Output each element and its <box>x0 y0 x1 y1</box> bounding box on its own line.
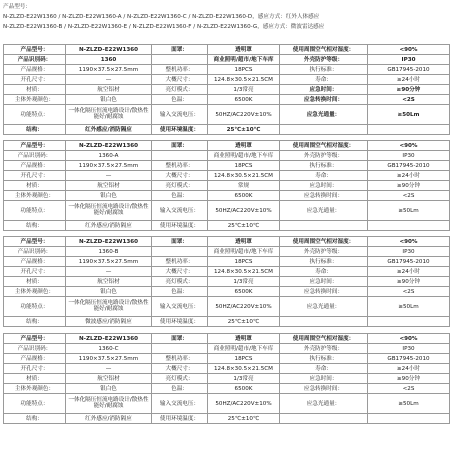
row-structure <box>4 414 450 424</box>
spec-table-1 <box>3 44 450 135</box>
value-life: ≥24小时 <box>368 267 450 277</box>
label: 结构： <box>4 317 66 327</box>
row-spec <box>4 65 450 75</box>
value-feature: 一体化隔压恒流电路设计/散热性能好/耐腐蚀 <box>66 201 152 221</box>
value-switch-time: <2S <box>368 95 450 105</box>
value-standard: GB17945-2010 <box>368 161 450 171</box>
value-input-voltage: 50HZ/AC220V±10% <box>208 201 280 221</box>
value-emergency-lumen: ≥50Lm <box>368 105 450 125</box>
row-model <box>4 141 450 151</box>
value-ip: IP30 <box>368 344 450 354</box>
label: 功能特点： <box>4 105 66 125</box>
spec-table-3 <box>3 236 450 327</box>
value-structure: 红外感应/消防隔应 <box>66 221 152 231</box>
value-ident: 1360-C <box>66 344 152 354</box>
label: 寿命： <box>280 75 368 85</box>
label: 应急转换时间： <box>280 384 368 394</box>
value-ip: IP30 <box>368 247 450 257</box>
value-structure: 红外感应/消防隔应 <box>66 414 152 424</box>
label: 输入交流电压： <box>152 105 208 125</box>
value-material: 航空铝材 <box>66 85 152 95</box>
row-model <box>4 237 450 247</box>
value <box>368 125 450 135</box>
label: 材质： <box>4 277 66 287</box>
row-spec <box>4 354 450 364</box>
value-standard: GB17945-2010 <box>368 257 450 267</box>
row-spec <box>4 161 450 171</box>
label: 应急转换时间： <box>280 95 368 105</box>
label: 主体外观颜色： <box>4 287 66 297</box>
label: 输入交流电压： <box>152 394 208 414</box>
row-spec <box>4 257 450 267</box>
value-emergency-time: ≥90分钟 <box>368 374 450 384</box>
value-power: 18PCS <box>208 354 280 364</box>
value-size: 124.8×30.5×21.5CM <box>208 171 280 181</box>
label: 产品规格： <box>4 257 66 267</box>
label <box>280 317 368 327</box>
value-emergency-time: ≥90分钟 <box>368 181 450 191</box>
label: 寿命： <box>280 171 368 181</box>
row-ident <box>4 344 450 354</box>
label: 使用环境温度： <box>152 221 208 231</box>
value-application: 商业照明/超市/地下车库 <box>208 151 280 161</box>
value-switch-time: <2S <box>368 384 450 394</box>
value-input-voltage: 50HZ/AC220V±10% <box>208 394 280 414</box>
value-ip: IP30 <box>368 55 450 65</box>
label: 产品型号： <box>4 237 66 247</box>
label: 使用周围空气相对湿度： <box>280 334 368 344</box>
row-model <box>4 334 450 344</box>
label <box>152 344 208 354</box>
row-feature <box>4 297 450 317</box>
value-material: 航空铝材 <box>66 181 152 191</box>
label: 整机功率： <box>152 161 208 171</box>
value-emergency-lumen: ≥50Lm <box>368 297 450 317</box>
label: 亮灯模式： <box>152 374 208 384</box>
value-appearance: 银白色 <box>66 384 152 394</box>
label: 产品识别码： <box>4 55 66 65</box>
value-cover: 透明罩 <box>208 141 280 151</box>
spec-table-2 <box>3 140 450 231</box>
label: 产品型号： <box>4 141 66 151</box>
label: 应急时间： <box>280 85 368 95</box>
label <box>280 414 368 424</box>
label <box>152 151 208 161</box>
label: 整机功率： <box>152 354 208 364</box>
label: 结构： <box>4 414 66 424</box>
label: 外壳防护等级： <box>280 344 368 354</box>
label: 产品规格： <box>4 161 66 171</box>
label: 应急时间： <box>280 374 368 384</box>
value <box>368 414 450 424</box>
label: 大概尺寸： <box>152 75 208 85</box>
label: 产品识别码： <box>4 247 66 257</box>
value-size: 124.8×30.5×21.5CM <box>208 267 280 277</box>
value-model: N-ZLZD-E22W1360 <box>66 237 152 247</box>
row-structure <box>4 317 450 327</box>
value-hole: — <box>66 364 152 374</box>
value-material: 航空铝材 <box>66 374 152 384</box>
label: 使用周围空气相对湿度： <box>280 45 368 55</box>
value-emergency-lumen: ≥50Lm <box>368 394 450 414</box>
value-cover: 透明罩 <box>208 237 280 247</box>
label: 产品识别码： <box>4 151 66 161</box>
header-models-microwave: N-ZLZD-E22W1360-B / N-ZLZD-E22W1360-E / N-ZLZD-E22W1360-F / N-ZLZD-E22W1360-G，感应方式：微波雷达感应 <box>3 24 325 30</box>
value-emergency-time: ≥90分钟 <box>368 277 450 287</box>
value-structure: 微波感应/消防隔应 <box>66 317 152 327</box>
value-cct: 6500K <box>208 384 280 394</box>
label: 执行标准： <box>280 354 368 364</box>
label: 整机功率： <box>152 257 208 267</box>
label: 面罩： <box>152 237 208 247</box>
row-material <box>4 277 450 287</box>
value-ident: 1360-B <box>66 247 152 257</box>
label: 功能特点： <box>4 394 66 414</box>
label: 输入交流电压： <box>152 297 208 317</box>
value-cct: 6500K <box>208 95 280 105</box>
value-power: 18PCS <box>208 65 280 75</box>
value-cover: 透明罩 <box>208 45 280 55</box>
label <box>152 55 208 65</box>
value-spec: 1190×37.5×27.5mm <box>66 161 152 171</box>
value-hole: — <box>66 75 152 85</box>
label <box>280 125 368 135</box>
row-model <box>4 45 450 55</box>
label: 大概尺寸： <box>152 267 208 277</box>
value-size: 124.8×30.5×21.5CM <box>208 75 280 85</box>
label: 色温： <box>152 287 208 297</box>
label: 应急光通量： <box>280 297 368 317</box>
row-feature <box>4 201 450 221</box>
label: 外壳防护等级： <box>280 247 368 257</box>
label: 开孔尺寸： <box>4 364 66 374</box>
label: 使用环境温度： <box>152 317 208 327</box>
label: 面罩： <box>152 334 208 344</box>
value <box>368 221 450 231</box>
label: 使用环境温度： <box>152 125 208 135</box>
value-input-voltage: 50HZ/AC220V±10% <box>208 297 280 317</box>
label: 使用环境温度： <box>152 414 208 424</box>
label: 产品规格： <box>4 354 66 364</box>
row-material <box>4 374 450 384</box>
value-application: 商业照明/超市/地下车库 <box>208 247 280 257</box>
label: 寿命： <box>280 267 368 277</box>
row-ident <box>4 55 450 65</box>
value-application: 商业照明/超市/地下车库 <box>208 344 280 354</box>
label: 应急转换时间： <box>280 287 368 297</box>
value-env-temp: 25℃±10℃ <box>208 414 280 424</box>
value-power: 18PCS <box>208 257 280 267</box>
label: 外壳防护等级： <box>280 55 368 65</box>
value-ip: IP30 <box>368 151 450 161</box>
label: 产品型号： <box>4 334 66 344</box>
label: 应急光通量： <box>280 105 368 125</box>
row-hole <box>4 267 450 277</box>
label: 大概尺寸： <box>152 171 208 181</box>
label: 应急时间： <box>280 181 368 191</box>
value-switch-time: <2S <box>368 191 450 201</box>
label: 色温： <box>152 95 208 105</box>
label: 执行标准： <box>280 257 368 267</box>
value-spec: 1190×37.5×27.5mm <box>66 354 152 364</box>
row-hole <box>4 364 450 374</box>
value-emergency-time: ≥90分钟 <box>368 85 450 95</box>
value-humidity: <90% <box>368 141 450 151</box>
label: 色温： <box>152 191 208 201</box>
value-env-temp: 25℃±10℃ <box>208 221 280 231</box>
value-input-voltage: 50HZ/AC220V±10% <box>208 105 280 125</box>
label: 执行标准： <box>280 161 368 171</box>
label: 材质： <box>4 374 66 384</box>
row-appearance <box>4 384 450 394</box>
value-cct: 6500K <box>208 191 280 201</box>
value-humidity: <90% <box>368 237 450 247</box>
label: 大概尺寸： <box>152 364 208 374</box>
value-standard: GB17945-2010 <box>368 65 450 75</box>
value-feature: 一体化隔压恒流电路设计/散热性能好/耐腐蚀 <box>66 105 152 125</box>
value-light-mode: 1/3常亮 <box>208 85 280 95</box>
document-header <box>3 2 449 32</box>
row-structure <box>4 221 450 231</box>
label <box>152 247 208 257</box>
label: 主体外观颜色： <box>4 384 66 394</box>
value-power: 18PCS <box>208 161 280 171</box>
value-spec: 1190×37.5×27.5mm <box>66 65 152 75</box>
label: 寿命： <box>280 364 368 374</box>
value-appearance: 银白色 <box>66 95 152 105</box>
row-material <box>4 181 450 191</box>
label: 结构： <box>4 221 66 231</box>
label: 功能特点： <box>4 297 66 317</box>
label: 面罩： <box>152 141 208 151</box>
label: 开孔尺寸： <box>4 267 66 277</box>
value-humidity: <90% <box>368 334 450 344</box>
row-feature <box>4 105 450 125</box>
label: 亮灯模式： <box>152 181 208 191</box>
value-switch-time: <2S <box>368 287 450 297</box>
label: 产品规格： <box>4 65 66 75</box>
header-models-infrared: N-ZLZD-E22W1360 / N-ZLZD-E22W1360-A / N-ZLZD-E22W1360-C / N-ZLZD-E22W1360-D，感应方式：红外人体感应 <box>3 14 320 20</box>
value-light-mode: 常规 <box>208 181 280 191</box>
value-humidity: <90% <box>368 45 450 55</box>
value-appearance: 银白色 <box>66 191 152 201</box>
value-cover: 透明罩 <box>208 334 280 344</box>
label: 使用周围空气相对湿度： <box>280 237 368 247</box>
spec-table-4 <box>3 333 450 424</box>
row-appearance <box>4 95 450 105</box>
label: 开孔尺寸： <box>4 171 66 181</box>
value-ident: 1360 <box>66 55 152 65</box>
label: 亮灯模式： <box>152 277 208 287</box>
row-feature <box>4 394 450 414</box>
value-standard: GB17945-2010 <box>368 354 450 364</box>
value-light-mode: 1/3常亮 <box>208 374 280 384</box>
label: 色温： <box>152 384 208 394</box>
label: 使用周围空气相对湿度： <box>280 141 368 151</box>
value-structure: 红外感应/消防隔应 <box>66 125 152 135</box>
label: 产品识别码： <box>4 344 66 354</box>
label: 应急光通量： <box>280 201 368 221</box>
label: 主体外观颜色： <box>4 191 66 201</box>
label: 应急光通量： <box>280 394 368 414</box>
header-title: 产品型号： <box>3 4 31 10</box>
value-cct: 6500K <box>208 287 280 297</box>
value-model: N-ZLZD-E22W1360 <box>66 45 152 55</box>
row-appearance <box>4 191 450 201</box>
value-env-temp: 25℃±10℃ <box>208 317 280 327</box>
value-spec: 1190×37.5×27.5mm <box>66 257 152 267</box>
row-material <box>4 85 450 95</box>
label: 材质： <box>4 85 66 95</box>
value-hole: — <box>66 267 152 277</box>
value-env-temp: 25℃±10℃ <box>208 125 280 135</box>
value-ident: 1360-A <box>66 151 152 161</box>
label: 面罩： <box>152 45 208 55</box>
value-hole: — <box>66 171 152 181</box>
label: 亮灯模式： <box>152 85 208 95</box>
label: 整机功率： <box>152 65 208 75</box>
label: 产品型号： <box>4 45 66 55</box>
value-emergency-lumen: ≥50Lm <box>368 201 450 221</box>
value-feature: 一体化隔压恒流电路设计/散热性能好/耐腐蚀 <box>66 394 152 414</box>
label: 应急转换时间： <box>280 191 368 201</box>
value-life: ≥24小时 <box>368 364 450 374</box>
value-model: N-ZLZD-E22W1360 <box>66 334 152 344</box>
value-life: ≥24小时 <box>368 171 450 181</box>
row-ident <box>4 151 450 161</box>
row-structure <box>4 125 450 135</box>
row-hole <box>4 75 450 85</box>
row-ident <box>4 247 450 257</box>
label: 外壳防护等级： <box>280 151 368 161</box>
label: 材质： <box>4 181 66 191</box>
row-appearance <box>4 287 450 297</box>
value <box>368 317 450 327</box>
label <box>280 221 368 231</box>
value-light-mode: 1/3常亮 <box>208 277 280 287</box>
value-model: N-ZLZD-E22W1360 <box>66 141 152 151</box>
label: 执行标准： <box>280 65 368 75</box>
value-material: 航空铝材 <box>66 277 152 287</box>
label: 输入交流电压： <box>152 201 208 221</box>
value-life: ≥24小时 <box>368 75 450 85</box>
value-application: 商业照明/超市/地下车库 <box>208 55 280 65</box>
value-size: 124.8×30.5×21.5CM <box>208 364 280 374</box>
label: 开孔尺寸： <box>4 75 66 85</box>
label: 功能特点： <box>4 201 66 221</box>
label: 主体外观颜色： <box>4 95 66 105</box>
value-feature: 一体化隔压恒流电路设计/散热性能好/耐腐蚀 <box>66 297 152 317</box>
label: 应急时间： <box>280 277 368 287</box>
value-appearance: 银白色 <box>66 287 152 297</box>
label: 结构： <box>4 125 66 135</box>
row-hole <box>4 171 450 181</box>
